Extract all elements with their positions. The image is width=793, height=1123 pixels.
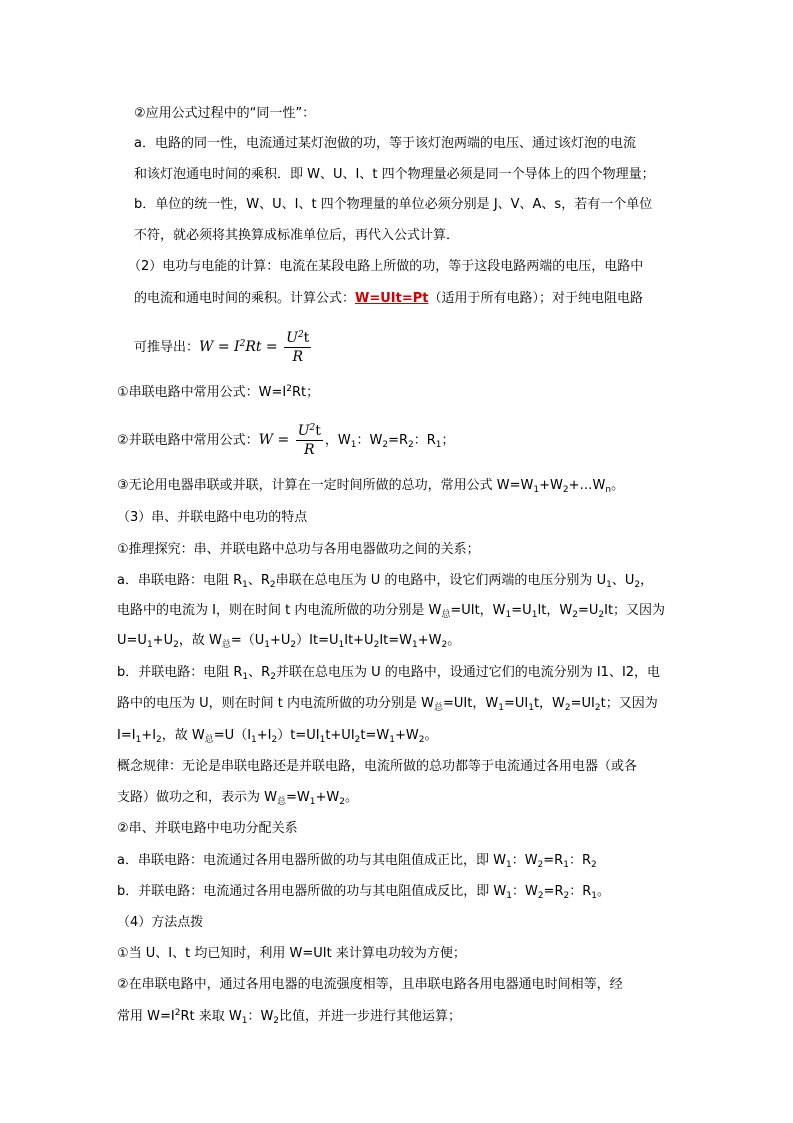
text-line: ①当 U、I、t 均已知时，利用 W=UIt 来计算电功较为方便； <box>117 946 466 961</box>
text-line: ②串、并联电路中电功分配关系 <box>117 821 298 836</box>
text-line: $I=I_1+I_2$，故 $W_总=U(I_1+I_2)t=UI_1t+UI_2t=W_1+W_2$。 <box>117 728 438 745</box>
text-line: ②在串联电路中，通过各用电器的电流强度相等，且串联电路各用电器通电时间相等，经 <box>117 977 623 992</box>
text-line: ①推理探究：串、并联电路中总功与各用电器做功之间的关系； <box>117 542 480 557</box>
text-line: b．单位的统一性，W、U、I、t 四个物理量的单位必须分别是 J、V、A、s，若有一个单位 <box>134 197 653 212</box>
text-line: ①串联电路中常用公式：$W=I^2Rt$； <box>117 384 320 400</box>
text-line: ②应用公式过程中的“同一性”： <box>134 106 316 121</box>
text-line: 的电流和通电时间的乘积。计算公式：W=UIt=Pt（适用于所有电路）；对于纯电阻电路 <box>134 291 644 306</box>
derived-formula: $W = I^2Rt$ = $\frac{U^2t}{R}$ <box>199 329 310 365</box>
highlighted-formula: W=UIt=Pt <box>355 291 429 306</box>
text-line: $U=U_1+U_2$，故 $W_总=(U_1+U_2)It=U_1It+U_2It=W_1+W_2$。 <box>117 633 461 650</box>
fraction: $\frac{U^2t}{R}$ <box>286 329 310 365</box>
text-line: （4）方法点拨 <box>117 915 204 930</box>
text-line: 支路）做功之和，表示为 $W_总=W_1+W_2$。 <box>117 790 358 807</box>
text-line: （3）串、并联电路中电功的特点 <box>117 510 308 525</box>
text-line: 电路中的电流为 I，则在时间 t 内电流所做的功分别是 $W_总=UIt$，$W_1=U_1It$，$W_2=U_2It$；又因为 <box>117 603 666 620</box>
text-line: ②并联电路中常用公式：W = $\frac{U^2t}{R}$ ，$W_1$：$W_2=R_2$：$R_1$； <box>117 422 455 458</box>
text-line: 概念规律：无论是串联电路还是并联电路，电流所做的总功都等于电流通过各用电器（或各 <box>117 759 638 774</box>
text-line: 常用 $W=I^2Rt$ 来取 $W_1$：$W_2$比值，并进一步进行其他运算； <box>117 1008 462 1026</box>
text-line: 路中的电压为 U，则在时间 t 内电流所做的功分别是 $W_总=UIt$，$W_1=UI_1t$，$W_2=UI_2t$；又因为 <box>117 696 658 713</box>
parallel-formula: W = $\frac{U^2t}{R}$ <box>258 422 321 458</box>
text-line: 可推导出：$W = I^2Rt$ = $\frac{U^2t}{R}$ <box>134 327 313 367</box>
text-line: ③无论用电器串联或并联，计算在一定时间所做的总功，常用公式 $W=W_1+W_2+\dots W_n$。 <box>117 478 625 495</box>
text-line: （2）电功与电能的计算：电流在某段电路上所做的功，等于这段电路两端的电压，电路中 <box>128 259 644 274</box>
text-line: a．串联电路：电阻 $R_1$、$R_2$串联在总电压为 U 的电路中，设它们两端的电压分别为 $U_1$、$U_2$， <box>117 573 654 590</box>
text-line: 不符，就必须将其换算成标准单位后，再代入公式计算． <box>134 228 460 243</box>
text-line: b．并联电路：电流通过各用电器所做的功与其电阻值成反比，即 $W_1$：$W_2=R_2$：$R_1$。 <box>117 884 611 901</box>
fraction: $\frac{U^2t}{R}$ <box>297 422 321 458</box>
text-line: a．串联电路：电流通过各用电器所做的功与其电阻值成正比，即 $W_1$：$W_2=R_1$：$R_2$ <box>117 853 597 870</box>
text-line: 和该灯泡通电时间的乘积．即 W、U、I、t 四个物理量必须是同一个导体上的四个物理量； <box>134 167 655 182</box>
text-line: b．并联电路：电阻 $R_1$、$R_2$并联在总电压为 U 的电路中，设通过它们的电流分别为 I1、I2，电 <box>117 665 661 682</box>
text-line: a．电路的同一性，电流通过某灯泡做的功，等于该灯泡两端的电压、通过该灯泡的电流 <box>134 136 636 151</box>
